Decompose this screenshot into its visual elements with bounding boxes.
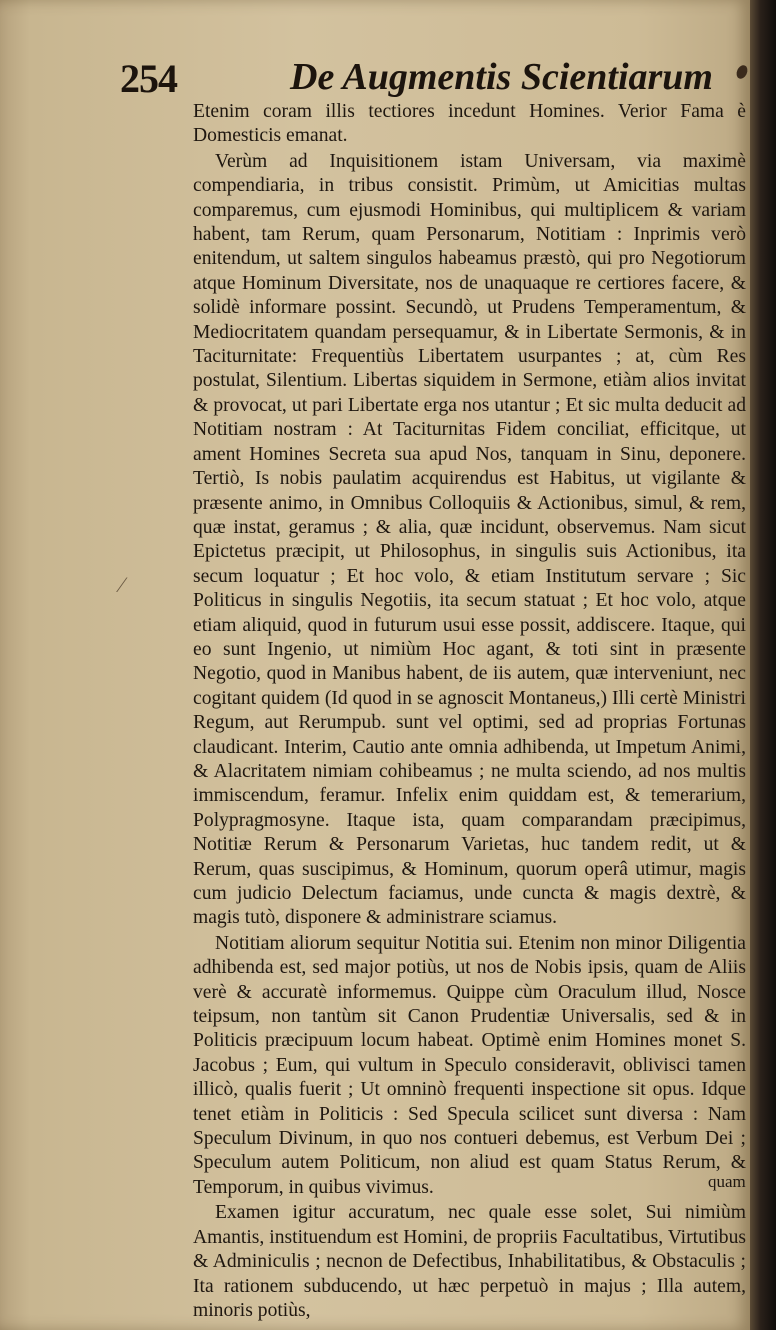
paragraph-1: Etenim coram illis tectiores incedunt Homines. Verior Fama è Domesticis emanat. <box>193 101 746 147</box>
running-title: De Augmentis Scientiarum <box>290 56 713 98</box>
page-number: 254 <box>120 56 177 101</box>
ink-blot-icon <box>735 64 750 81</box>
body-text <box>193 100 746 1323</box>
paragraph-2: Verùm ad Inquisitionem istam Universam, via maximè compendiaria, in tribus consistit. Primùm, ut Amicitias multas comparemus, cum ejusmodi Hominibus, qui multiplicem & variam habent, tam Rerum, quam Personarum, Notitiam : Inprimis verò enitendum, ut saltem singulos habeamus præstò, qui pro Negotiorum atque Hominum Diversitate, nos de unaquaque re certiores facere, & solidè informare possint. Secundò, ut Prudens Temperamentum, & Mediocritatem quandam persequamur, & in Libertate Sermonis, & in Taciturnitate: Frequentiùs Libertatem usurpantes ; at, cùm Res postulat, Silentium. Libertas siquidem in Sermone, etiàm alios invitat & provocat, ut pari Libertate erga nos utantur ; Et sic multa deducit ad Notitiam nostram : At Taciturnitas Fidem conciliat, efficitque, ut ament Homines Secreta sua apud Nos, tanquam in Sinu, deponere. Tertiò, Is nobis paulatim acquirendus est Habitus, ut vigilante & præsente animo, in Omnibus Colloquiis & Actionibus, simul, & rem, quæ instat, geramus ; & alia, quæ incidunt, observemus. Nam sicut Epictetus præcipit, ut Philosophus, in singulis suis Actionibus, ita secum loquatur ; Et hoc volo, & etiam Institutum servare ; Sic Politicus in singulis Negotiis, ita secum statuat ; Et hoc volo, atque etiam aliquid, quod in futurum usui esse possit, addiscere. Itaque, qui eo sunt Ingenio, ut nimiùm Hoc agant, & toti sint in præsente Negotio, quod in Manibus habent, de iis autem, quæ interveniunt, nec cogitant quidem (Id quod in se agnoscit Montaneus,) Illi certè Ministri Regum, aut Rerumpub. sunt vel optimi, sed ad proprias Fortunas claudicant. Interim, Cautio ante omnia adhibenda, ut Impetum Animi, & Alacritatem nimiam cohibeamus ; ne multa sciendo, ad nos multis immiscendum, feramur. Infelix enim quiddam est, & temerarium, Polypragmosyne. Itaque ista, quam comparandam præcipimus, Notitiæ Rerum & Personarum Varietas, huc tandem redit, ut & Rerum, quas suscipimus, & Hominum, quorum operâ utimur, magis cum judicio Delectum faciamus, unde cuncta & magis dextrè, & magis tutò, disponere & administrare sciamus. <box>193 150 746 929</box>
page-header <box>120 55 750 105</box>
paragraph-4: Examen igitur accuratum, nec quale esse solet, Sui nimiùm Amantis, instituendum est Homini, de propriis Facultatibus, Virtutibus & Adminiculis ; necnon de Defectibus, Inhabilitatibus, & Obstaculis ; Ita rationem subducendo, ut hæc perpetuò in majus ; Illa autem, minoris potiùs, <box>193 1202 746 1321</box>
paragraph-3: Notitiam aliorum sequitur Notitia sui. Etenim non minor Diligentia adhibenda est, sed major potiùs, ut nos de Nobis ipsis, quam de Aliis verè & accuratè informemus. Quippe cùm Oraculum illud, Nosce teipsum, non tantùm sit Canon Prudentiæ Universalis, sed & in Politicis præcipuum locum habeat. Optimè enim Homines monet S. Jacobus ; Eum, qui vultum in Speculo consideravit, oblivisci tamen illicò, qualis fuerit ; Ut omninò frequenti inspectione sit opus. Idque tenet etiàm in Politicis : Sed Specula scilicet sunt diversa : Nam Speculum Divinum, in quo nos contueri debemus, est Verbum Dei ; Speculum autem Politicum, non aliud est quam Status Rerum, & Temporum, in quibus vivimus. <box>193 932 746 1198</box>
page-edge-shadow <box>750 0 776 1330</box>
margin-scratch-icon: ⁄ <box>120 572 124 597</box>
catchword: quam <box>708 1172 746 1191</box>
